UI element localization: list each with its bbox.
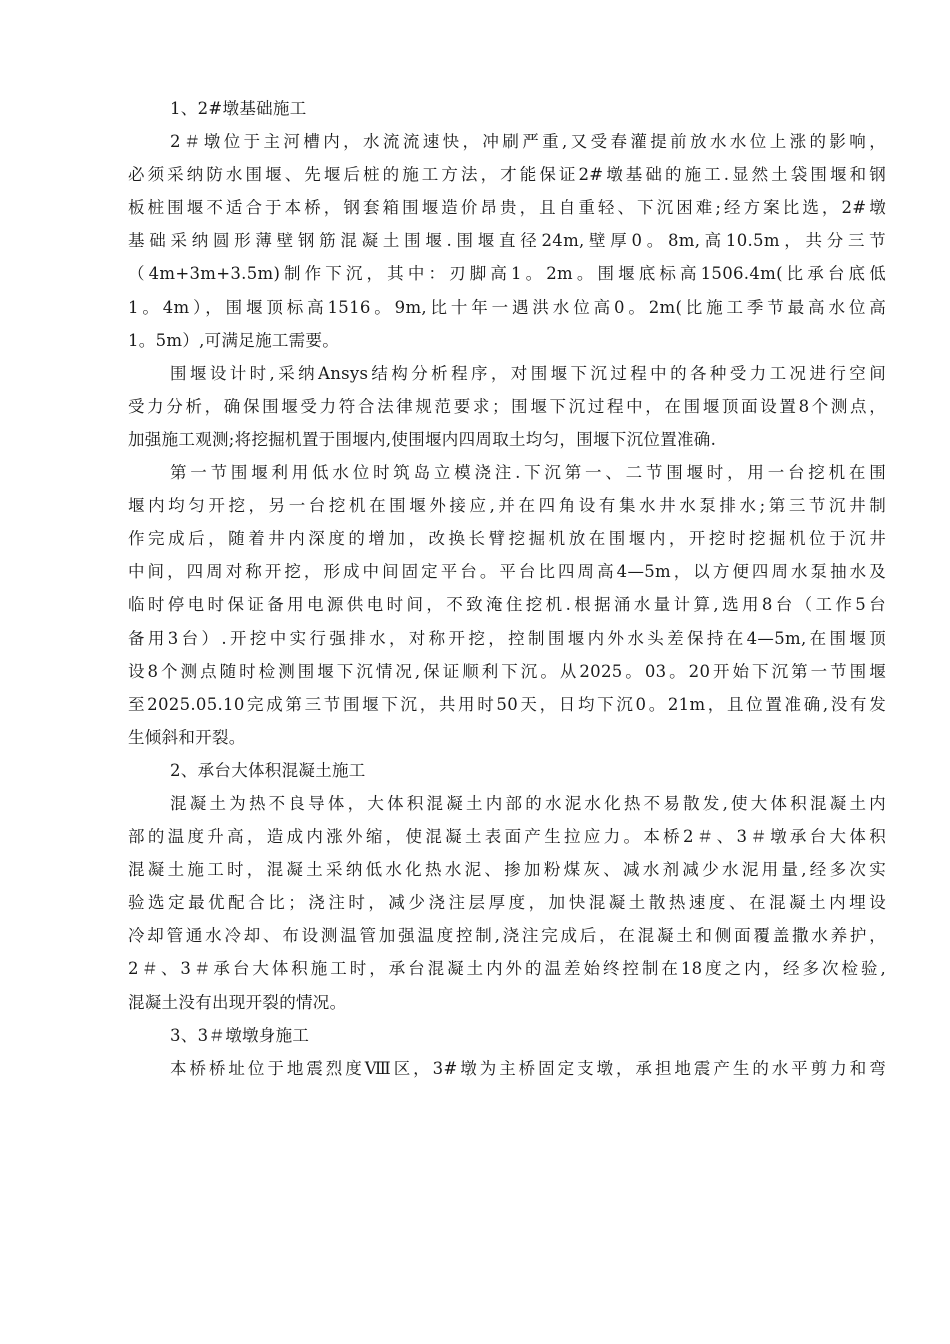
text-line: 部的温度升高，造成内涨外缩，使混凝土表面产生拉应力。本桥2＃、3＃墩承台大体积 xyxy=(128,827,886,847)
text-line: 加强施工观测;将挖掘机置于围堰内,使围堰内四周取土均匀，围堰下沉位置准确. xyxy=(128,429,717,449)
text-line: 备用3台）.开挖中实行强排水，对称开挖，控制围堰内外水头差保持在4—5m,在围堰顶 xyxy=(128,628,886,648)
text-line: 作完成后，随着井内深度的增加，改换长臂挖掘机放在围堰内，开挖时挖掘机位于沉井 xyxy=(128,529,886,549)
text-line: 2＃墩位于主河槽内，水流流速快，冲刷严重,又受春灌提前放水水位上涨的影响， xyxy=(170,132,886,152)
section-heading: 2、承台大体积混凝土施工 xyxy=(170,760,366,780)
text-line: 堰内均匀开挖，另一台挖机在围堰外接应,并在四角设有集水井水泵排水;第三节沉井制 xyxy=(128,496,886,516)
text-line: 板桩围堰不适合于本桥，钢套箱围堰造价昂贵，且自重轻、下沉困难;经方案比选，2#墩 xyxy=(128,198,886,218)
text-line: 生倾斜和开裂。 xyxy=(128,727,246,747)
text-line: 中间，四周对称开挖，形成中间固定平台。平台比四周高4—5m，以方便四周水泵抽水及 xyxy=(128,562,886,582)
text-line: 1。5m）,可满足施工需要。 xyxy=(128,330,340,350)
text-line: 验选定最优配合比；浇注时，减少浇注层厚度，加快混凝土散热速度、在混凝土内埋设 xyxy=(128,893,886,913)
text-line: 围堰设计时,采纳Ansys结构分析程序，对围堰下沉过程中的各种受力工况进行空间 xyxy=(170,363,886,383)
text-line: 冷却管通水冷却、布设测温管加强温度控制,浇注完成后，在混凝土和侧面覆盖撒水养护， xyxy=(128,926,886,946)
text-line: 至2025.05.10完成第三节围堰下沉，共用时50天，日均下沉0。21m，且位置准确,没有发 xyxy=(128,694,886,714)
text-line: 2＃、3＃承台大体积施工时，承台混凝土内外的温差始终控制在18度之内，经多次检验, xyxy=(128,959,886,979)
text-line: 设8个测点随时检测围堰下沉情况,保证顺利下沉。从2025。03。20开始下沉第一节围堰 xyxy=(128,661,886,681)
paragraph xyxy=(128,1052,886,1085)
text-line: 混凝土施工时，混凝土采纳低水化热水泥、掺加粉煤灰、减水剂减少水泥用量,经多次实 xyxy=(128,860,886,880)
text-line: 混凝土没有出现开裂的情况。 xyxy=(128,992,347,1012)
text-line: （4m+3m+3.5m)制作下沉，其中：刃脚高1。2m。围堰底标高1506.4m(比承台底低 xyxy=(128,264,886,284)
paragraph xyxy=(128,125,886,357)
paragraph xyxy=(128,787,886,1019)
text-line: 本桥桥址位于地震烈度Ⅷ区，3#墩为主桥固定支墩，承担地震产生的水平剪力和弯 xyxy=(170,1058,886,1078)
paragraph xyxy=(128,456,886,754)
text-line: 混凝土为热不良导体，大体积混凝土内部的水泥水化热不易散发,使大体积混凝土内 xyxy=(170,793,886,813)
text-line: 基础采纳圆形薄壁钢筋混凝土围堰.围堰直径24m,壁厚0。8m,高10.5m，共分三节 xyxy=(128,231,886,251)
section-heading: 1、2#墩基础施工 xyxy=(170,99,307,118)
section-heading: 3、3＃墩墩身施工 xyxy=(170,1025,310,1045)
paragraph xyxy=(128,357,886,456)
text-line: 受力分析，确保围堰受力符合法律规范要求；围堰下沉过程中，在围堰顶面设置8个测点， xyxy=(128,396,886,416)
text-line: 第一节围堰利用低水位时筑岛立模浇注.下沉第一、二节围堰时，用一台挖机在围 xyxy=(170,463,886,483)
text-line: 1。4m），围堰顶标高1516。9m,比十年一遇洪水位高0。2m(比施工季节最高水位高 xyxy=(128,297,886,317)
document-page xyxy=(128,92,886,1085)
text-line: 必须采纳防水围堰、先堰后桩的施工方法，才能保证2#墩基础的施工.显然土袋围堰和钢 xyxy=(128,165,886,185)
text-line: 临时停电时保证备用电源供电时间，不致淹住挖机.根据涌水量计算,选用8台（工作5台 xyxy=(128,595,886,615)
